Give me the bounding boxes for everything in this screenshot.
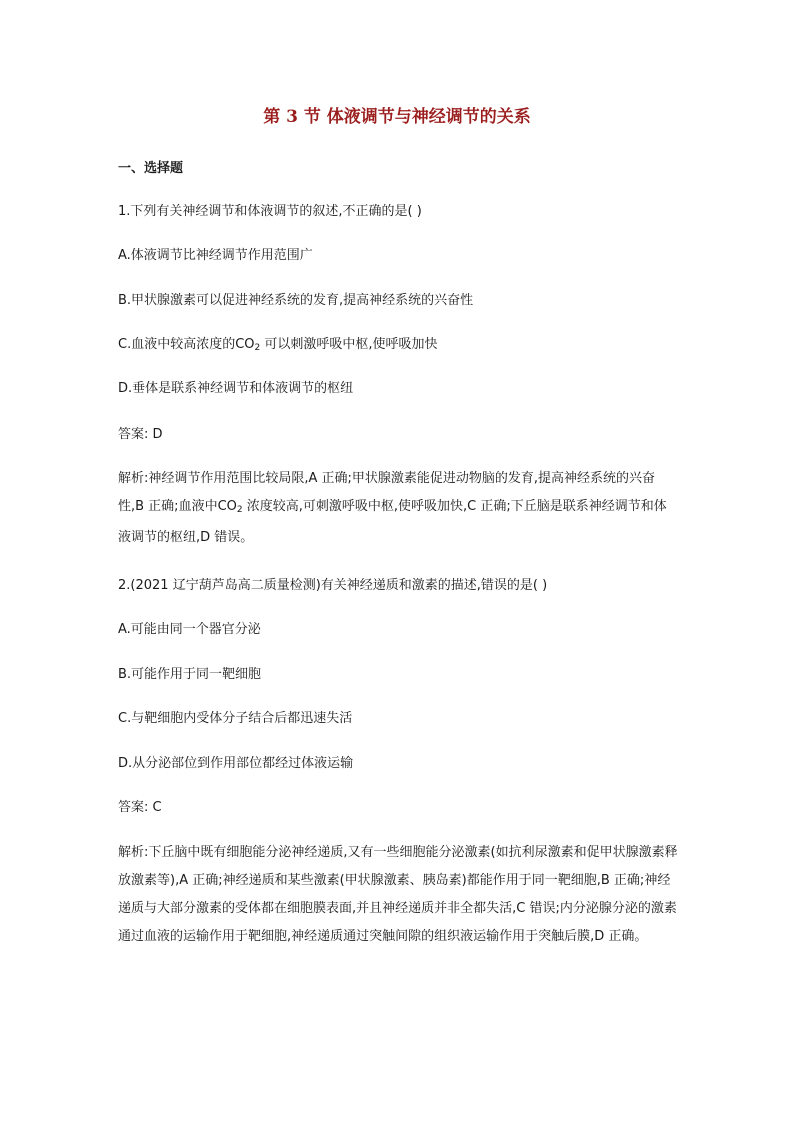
section-heading: 一、选择题	[118, 161, 184, 176]
q1-option-c-text-rest: 可以刺激呼吸中枢,使呼吸加快	[260, 337, 438, 352]
q1-option-c	[118, 334, 688, 359]
q1-analysis	[118, 465, 678, 552]
q1-option-d: D.垂体是联系神经调节和体液调节的枢纽	[118, 381, 354, 396]
q1-analysis-text: 解析:神经调节作用范围比较局限,A 正确;甲状腺激素能促进动物脑的发育,提高神经系统的兴奋性,B 正确;血液中CO	[118, 471, 656, 514]
q2-option-c: C.与靶细胞内受体分子结合后都迅速失活	[118, 711, 353, 726]
q1-option-a: A.体液调节比神经调节作用范围广	[118, 248, 313, 263]
q2-answer: 答案: C	[118, 800, 162, 815]
q2-option-b: B.可能作用于同一靶细胞	[118, 667, 262, 682]
q1-option-b: B.甲状腺激素可以促进神经系统的发育,提高神经系统的兴奋性	[118, 293, 474, 308]
q1-analysis-text-rest: 浓度较高,可刺激呼吸中枢,使呼吸加快,C 正确;下丘脑是联系神经调节和体液调节的枢纽,D 错误。	[118, 499, 667, 545]
q1-analysis-subscript: 2	[236, 505, 243, 515]
q2-option-a: A.可能由同一个器官分泌	[118, 622, 261, 637]
q1-stem: 1.下列有关神经调节和体液调节的叙述,不正确的是( )	[118, 204, 422, 219]
q2-analysis: 解析:下丘脑中既有细胞能分泌神经递质,又有一些细胞能分泌激素(如抗利尿激素和促甲状腺激素释放激素等),A 正确;神经递质和某些激素(甲状腺激素、胰岛素)都能作用于同一靶细胞,B 正确;神经递质与大部分激素的受体都在细胞膜表面,并且神经递质并非全都失活,C 错误;内分泌腺分泌的激素通过血液的运输作用于靶细胞,神经递质通过突触间隙的组织液运输作用于突触后膜,D 正确。	[118, 845, 678, 944]
q1-option-c-subscript: 2	[254, 343, 261, 353]
q2-option-d: D.从分泌部位到作用部位都经过体液运输	[118, 756, 354, 771]
page-title: 第 3 节 体液调节与神经调节的关系	[263, 107, 531, 127]
q1-answer: 答案: D	[118, 427, 163, 442]
q2-stem: 2.(2021 辽宁葫芦岛高二质量检测)有关神经递质和激素的描述,错误的是( )	[118, 578, 548, 593]
q1-option-c-text: C.血液中较高浓度的CO	[118, 337, 255, 352]
